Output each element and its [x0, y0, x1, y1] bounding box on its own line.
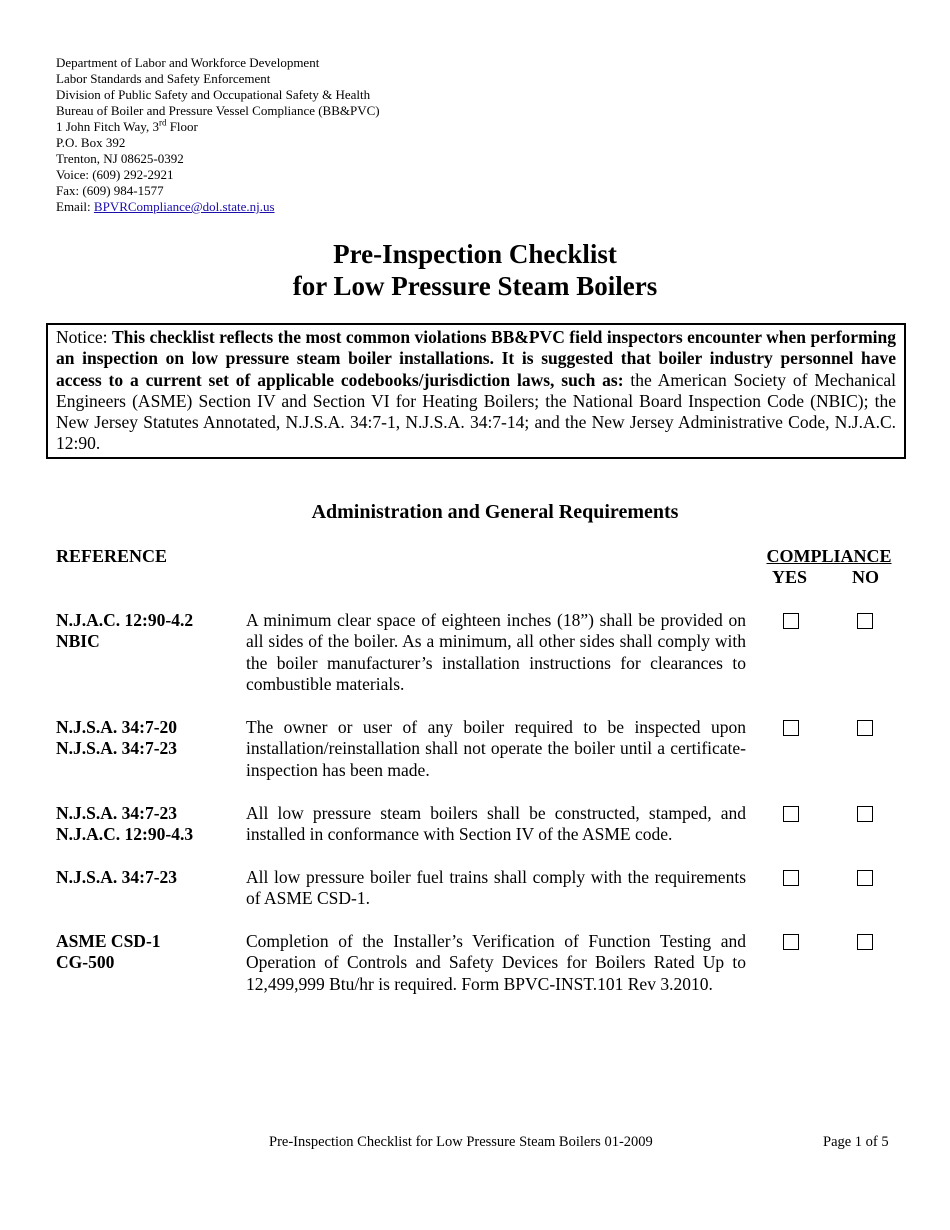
- no-column-header: NO: [852, 567, 879, 587]
- agency-header: [56, 55, 380, 215]
- row-reference-primary: N.J.S.A. 34:7-23: [56, 867, 178, 887]
- page-title-line1: Pre-Inspection Checklist: [333, 239, 617, 269]
- row-reference-secondary: CG-500: [56, 952, 115, 973]
- header-fax: Fax: (609) 984-1577: [56, 183, 164, 198]
- row-reference-primary: N.J.A.C. 12:90-4.2: [56, 610, 194, 630]
- compliance-no-checkbox[interactable]: [857, 934, 873, 950]
- header-address: [56, 119, 380, 135]
- header-voice: Voice: (609) 292-2921: [56, 167, 174, 182]
- notice-label: Notice:: [56, 327, 112, 347]
- notice-text: the American Society of Mechanical Engineers (ASME) Section IV and Section VI for Heating Boilers; the National Board Inspection Code (NBIC); the New Jersey Statutes Annotated, N.J.S.A. 34:7-1, N.J.S.A. 34:7-14; and the New Jersey Administrative Code, N.J.A.C. 12:90.: [56, 369, 896, 454]
- header-division: Division of Public Safety and Occupational Safety & Health: [56, 87, 371, 102]
- row-reference: [56, 803, 236, 846]
- header-po-box: P.O. Box 392: [56, 135, 126, 150]
- compliance-no-checkbox[interactable]: [857, 613, 873, 629]
- compliance-yes-checkbox[interactable]: [783, 806, 799, 822]
- reference-column-header: REFERENCE: [56, 546, 168, 566]
- row-reference-primary: N.J.S.A. 34:7-23: [56, 803, 178, 823]
- page-title: [0, 238, 950, 302]
- row-reference-secondary: N.J.S.A. 34:7-23: [56, 738, 178, 759]
- header-email: [56, 199, 380, 215]
- row-description: The owner or user of any boiler required to be inspected upon installation/reinstallation shall not operate the boiler until a certificate-inspection has been made.: [246, 717, 746, 780]
- section-title: Administration and General Requirements: [311, 501, 679, 523]
- header-address-sup: rd: [158, 117, 167, 128]
- notice-bold-text: This checklist reflects the most common violations BB&PVC field inspectors encounter when performing an inspection on low pressure steam boiler installations. It is suggested that boiler industry personnel have access to a current set of applicable codebooks/jurisdiction laws, such as:: [56, 327, 896, 390]
- header-email-label: Email:: [56, 199, 94, 214]
- header-address-floor: Floor: [166, 119, 198, 134]
- header-department: Department of Labor and Workforce Development: [56, 55, 320, 70]
- header-labor-standards: Labor Standards and Safety Enforcement: [56, 71, 271, 86]
- row-description: Completion of the Installer’s Verification of Function Testing and Operation of Controls and Safety Devices for Boilers Rated Up to 12,499,999 Btu/hr is required. Form BPVC-INST.101 Rev 3.2010.: [246, 931, 746, 994]
- row-reference-primary: N.J.S.A. 34:7-20: [56, 717, 178, 737]
- compliance-yes-checkbox[interactable]: [783, 720, 799, 736]
- page-number: Page 1 of 5: [823, 1134, 889, 1150]
- compliance-yes-checkbox[interactable]: [783, 934, 799, 950]
- header-city: Trenton, NJ 08625-0392: [56, 151, 184, 166]
- compliance-yes-checkbox[interactable]: [783, 613, 799, 629]
- row-reference: [56, 931, 236, 974]
- footer-title: Pre-Inspection Checklist for Low Pressure Steam Boilers 01-2009: [269, 1134, 653, 1150]
- row-description: A minimum clear space of eighteen inches (18”) shall be provided on all sides of the boiler. As a minimum, all other sides shall comply with the boiler manufacturer’s installation instructions for clearances to combustible materials.: [246, 610, 746, 694]
- header-bureau: Bureau of Boiler and Pressure Vessel Compliance (BB&PVC): [56, 103, 380, 118]
- row-reference: [56, 867, 236, 888]
- row-reference-primary: ASME CSD-1: [56, 931, 161, 951]
- row-reference: [56, 610, 236, 653]
- row-description: All low pressure boiler fuel trains shall comply with the requirements of ASME CSD-1.: [246, 867, 746, 909]
- row-reference-secondary: NBIC: [56, 631, 100, 652]
- yes-column-header: YES: [772, 567, 808, 587]
- row-reference: [56, 717, 236, 760]
- notice-box: [46, 323, 906, 459]
- compliance-title: COMPLIANCE: [766, 546, 892, 566]
- compliance-no-checkbox[interactable]: [857, 806, 873, 822]
- page-title-line2: for Low Pressure Steam Boilers: [292, 271, 658, 301]
- compliance-no-checkbox[interactable]: [857, 720, 873, 736]
- row-description: All low pressure steam boilers shall be constructed, stamped, and installed in conformance with Section IV of the ASME code.: [246, 803, 746, 845]
- header-address-street: 1 John Fitch Way, 3: [56, 119, 159, 134]
- email-link[interactable]: BPVRCompliance@dol.state.nj.us: [93, 199, 275, 214]
- compliance-no-checkbox[interactable]: [857, 870, 873, 886]
- compliance-yes-checkbox[interactable]: [783, 870, 799, 886]
- row-reference-secondary: N.J.A.C. 12:90-4.3: [56, 824, 194, 845]
- compliance-column-header: [764, 546, 894, 587]
